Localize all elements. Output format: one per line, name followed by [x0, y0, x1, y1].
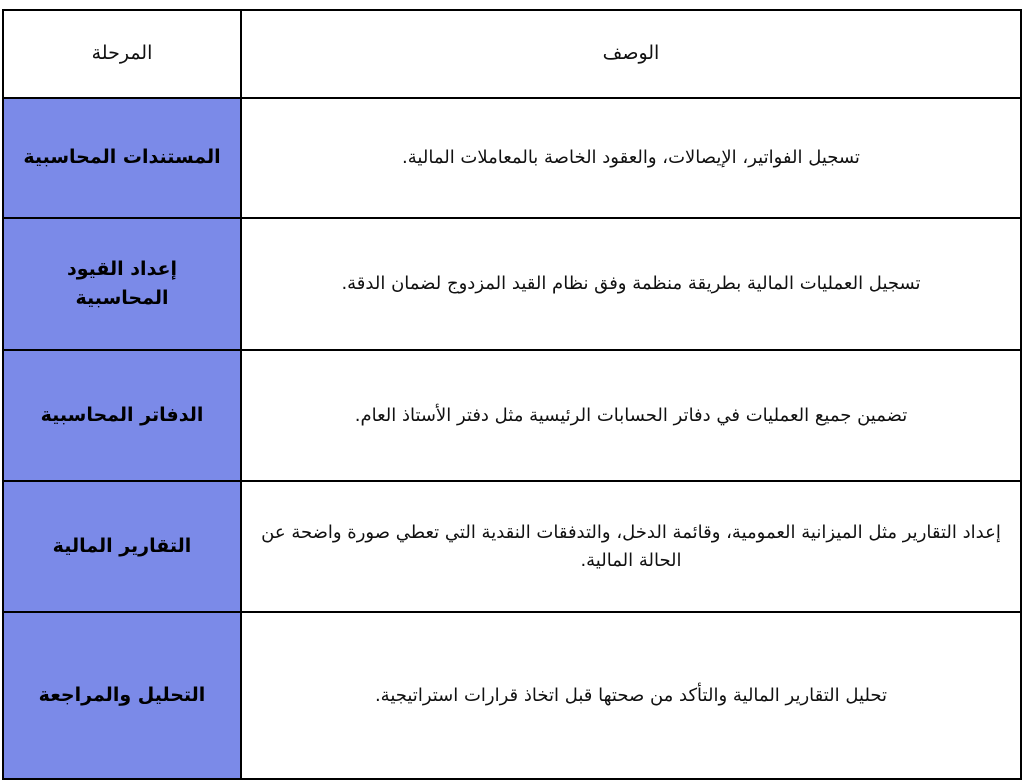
table-row [3, 98, 1021, 218]
table-body [3, 98, 1021, 779]
cell-stage: المستندات المحاسبية [3, 98, 241, 218]
cell-stage: التحليل والمراجعة [3, 612, 241, 779]
cell-description: تسجيل الفواتير، الإيصالات، والعقود الخاصة بالمعاملات المالية. [241, 98, 1021, 218]
cell-stage: إعداد القيود المحاسبية [3, 218, 241, 350]
cell-stage: الدفاتر المحاسبية [3, 350, 241, 481]
cell-description: إعداد التقارير مثل الميزانية العمومية، وقائمة الدخل، والتدفقات النقدية التي تعطي صورة واضحة عن الحالة المالية. [241, 481, 1021, 612]
accounting-stages-table [2, 9, 1022, 780]
column-header-stage: المرحلة [3, 10, 241, 98]
table-row [3, 350, 1021, 481]
cell-stage: التقارير المالية [3, 481, 241, 612]
table-header-row [3, 10, 1021, 98]
cell-description: تسجيل العمليات المالية بطريقة منظمة وفق نظام القيد المزدوج لضمان الدقة. [241, 218, 1021, 350]
table-row [3, 612, 1021, 779]
table-row [3, 218, 1021, 350]
table-header [3, 10, 1021, 98]
column-header-description: الوصف [241, 10, 1021, 98]
cell-description: تحليل التقارير المالية والتأكد من صحتها قبل اتخاذ قرارات استراتيجية. [241, 612, 1021, 779]
cell-description: تضمين جميع العمليات في دفاتر الحسابات الرئيسية مثل دفتر الأستاذ العام. [241, 350, 1021, 481]
table-row [3, 481, 1021, 612]
